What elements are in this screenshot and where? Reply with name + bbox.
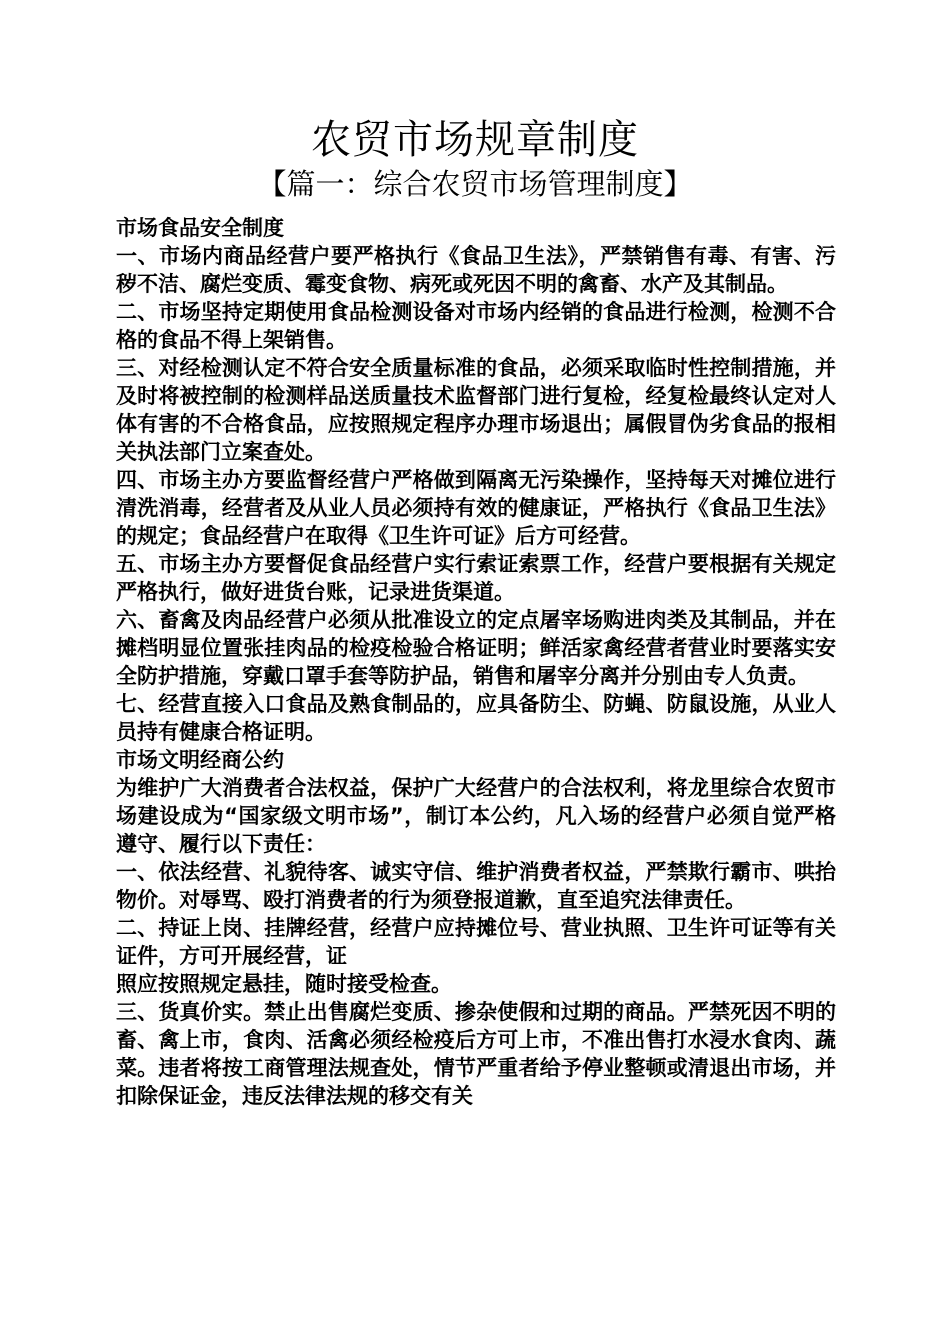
paragraph: 五、市场主办方要督促食品经营户实行索证索票工作，经营户要根据有关规定严格执行，做好进货台账，记录进货渠道。: [116, 552, 836, 604]
paragraph: 一、市场内商品经营户要严格执行《食品卫生法》，严禁销售有毒、有害、污秽不洁、腐烂变质、霉变食物、病死或死因不明的禽畜、水产及其制品。: [116, 244, 836, 296]
paragraph: 四、市场主办方要监督经营户严格做到隔离无污染操作，坚持每天对摊位进行清洗消毒，经营者及从业人员必须持有效的健康证，严格执行《食品卫生法》的规定；食品经营户在取得《卫生许可证》后方可经营。: [116, 468, 836, 548]
paragraph: 二、持证上岗、挂牌经营，经营户应持摊位号、营业执照、卫生许可证等有关证件，方可开展经营，证: [116, 916, 836, 968]
paragraph: 七、经营直接入口食品及熟食制品的，应具备防尘、防蝇、防鼠设施，从业人员持有健康合格证明。: [116, 692, 836, 744]
paragraph: 照应按照规定悬挂，随时接受检查。: [116, 972, 452, 996]
paragraph: 三、对经检测认定不符合安全质量标准的食品，必须采取临时性控制措施，并及时将被控制的检测样品送质量技术监督部门进行复检，经复检最终认定对人体有害的不合格食品，应按照规定程序办理市场退出；属假冒伪劣食品的报相关执法部门立案查处。: [116, 356, 836, 464]
paragraph: 二、市场坚持定期使用食品检测设备对市场内经销的食品进行检测，检测不合格的食品不得上架销售。: [116, 300, 836, 352]
paragraph: 六、畜禽及肉品经营户必须从批准设立的定点屠宰场购进肉类及其制品，并在摊档明显位置张挂肉品的检疫检验合格证明；鲜活家禽经营者营业时要落实安全防护措施，穿戴口罩手套等防护品，销售和屠宰分离并分别由专人负责。: [116, 608, 836, 688]
paragraph: 三、货真价实。禁止出售腐烂变质、掺杂使假和过期的商品。严禁死因不明的畜、禽上市，食肉、活禽必须经检疫后方可上市，不准出售打水浸水食肉、蔬菜。违者将按工商管理法规查处，情节严重者给予停业整顿或清退出市场，并扣除保证金，违反法律法规的移交有关: [116, 1000, 836, 1108]
document-body: [116, 214, 836, 1110]
paragraph: 为维护广大消费者合法权益，保护广大经营户的合法权利，将龙里综合农贸市场建设成为“国家级文明市场”，制订本公约，凡入场的经营户必须自觉严格遵守、履行以下责任：: [116, 776, 836, 856]
document-title: 农贸市场规章制度: [311, 117, 639, 163]
section-heading-food-safety: 市场食品安全制度: [116, 216, 284, 240]
document-subtitle: 【篇一：综合农贸市场管理制度】: [257, 167, 693, 201]
section-heading-civilized-business: 市场文明经商公约: [116, 748, 284, 772]
paragraph: 一、依法经营、礼貌待客、诚实守信、维护消费者权益，严禁欺行霸市、哄抬物价。对辱骂、殴打消费者的行为须登报道歉，直至追究法律责任。: [116, 860, 836, 912]
